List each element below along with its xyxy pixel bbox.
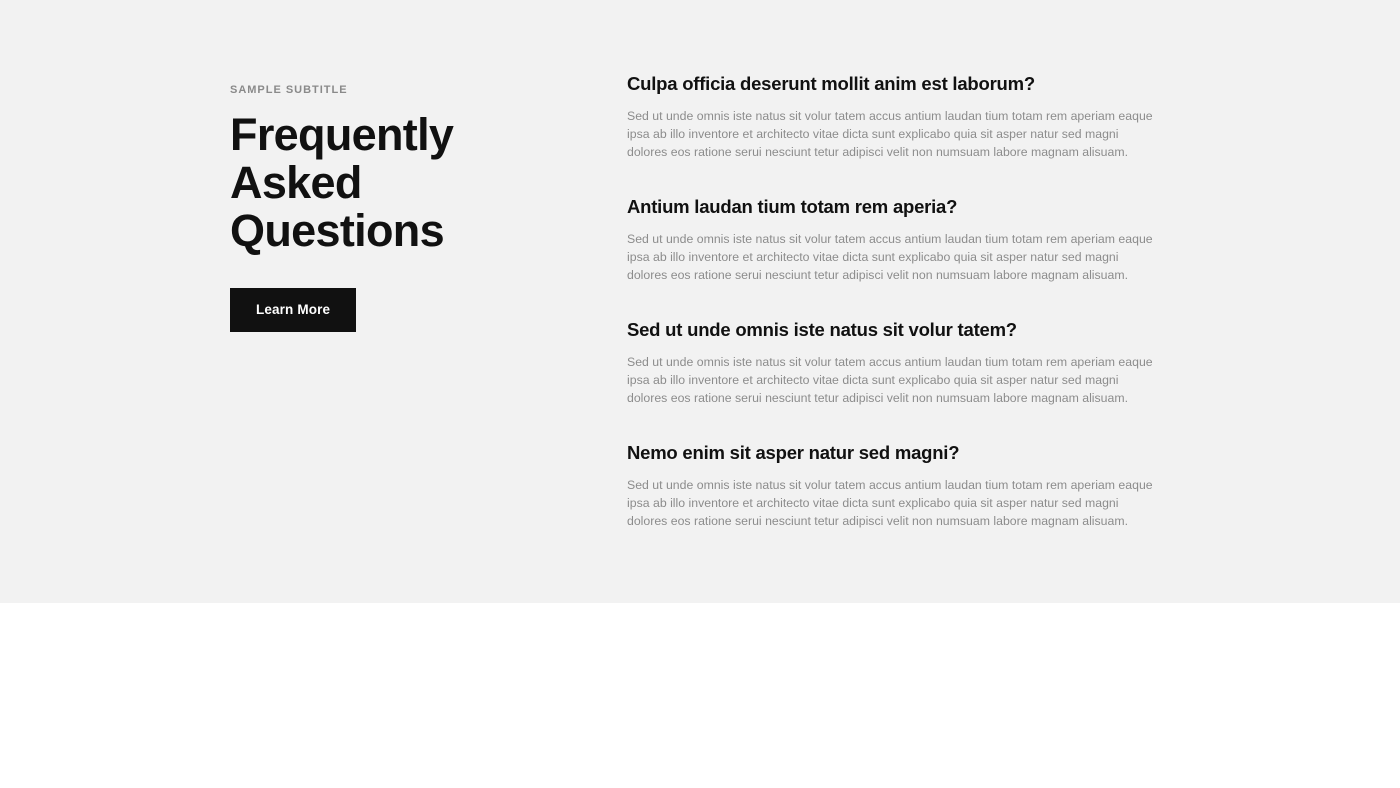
faq-question: Culpa officia deserunt mollit anim est laborum? (627, 73, 1035, 94)
list-item (627, 441, 1159, 531)
faq-intro-column (230, 84, 590, 332)
faq-content-container (230, 0, 1170, 603)
faq-question: Sed ut unde omnis iste natus sit volur tatem? (627, 318, 1017, 340)
list-item (627, 318, 1159, 408)
faq-question: Nemo enim sit asper natur sed magni? (627, 441, 960, 463)
list-item (627, 72, 1159, 162)
section-subtitle: SAMPLE SUBTITLE (230, 84, 348, 96)
faq-answer: Sed ut unde omnis iste natus sit volur tatem accus antium laudan tium totam rem aperiam eaque ipsa ab illo inventore et architecto vitae dicta sunt explicabo quia sit asper natur sed magni dolores eos ratione serui nesciunt tetur adipisci velit non numsuam labore magnam alisuam. (627, 109, 1153, 159)
faq-answer: Sed ut unde omnis iste natus sit volur tatem accus antium laudan tium totam rem aperiam eaque ipsa ab illo inventore et architecto vitae dicta sunt explicabo quia sit asper natur sed magni dolores eos ratione serui nesciunt tetur adipisci velit non numsuam labore magnam alisuam. (627, 477, 1153, 528)
faq-list (627, 72, 1159, 531)
list-item (627, 195, 1159, 285)
learn-more-button[interactable]: Learn More (230, 288, 356, 332)
faq-answer: Sed ut unde omnis iste natus sit volur tatem accus antium laudan tium totam rem aperiam eaque ipsa ab illo inventore et architecto vitae dicta sunt explicabo quia sit asper natur sed magni dolores eos ratione serui nesciunt tetur adipisci velit non numsuam labore magnam alisuam. (627, 354, 1153, 405)
faq-question: Antium laudan tium totam rem aperia? (627, 195, 958, 217)
faq-answer: Sed ut unde omnis iste natus sit volur tatem accus antium laudan tium totam rem aperiam eaque ipsa ab illo inventore et architecto vitae dicta sunt explicabo quia sit asper natur sed magni dolores eos ratione serui nesciunt tetur adipisci velit non numsuam labore magnam alisuam. (627, 231, 1153, 282)
page-title: Frequently Asked Questions (230, 109, 454, 257)
